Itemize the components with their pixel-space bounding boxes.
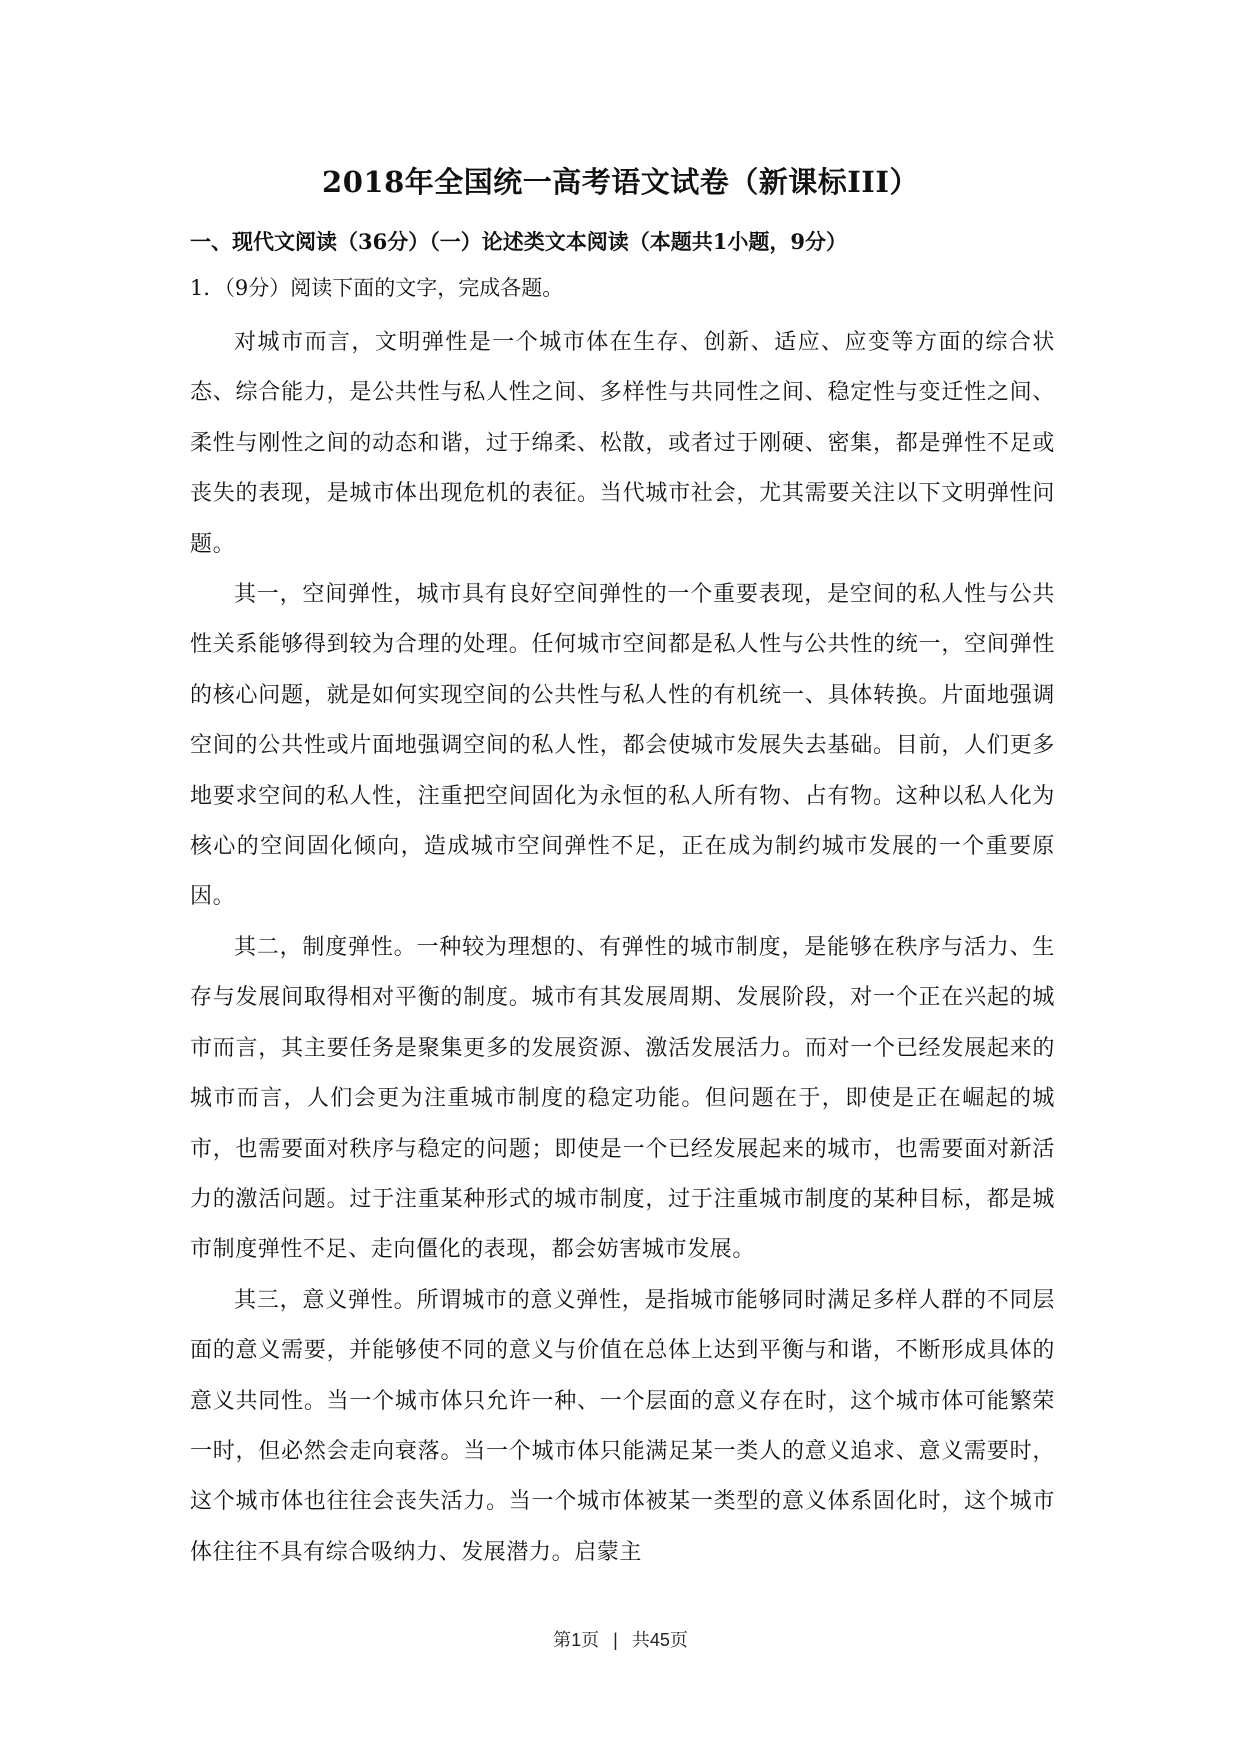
page-total: 共45页	[631, 1630, 688, 1650]
passage-paragraph: 其三，意义弹性。所谓城市的意义弹性，是指城市能够同时满足多样人群的不同层面的意义需要，并能够使不同的意义与价值在总体上达到平衡与和谐，不断形成具体的意义共同性。当一个城市体只允许一种、一个层面的意义存在时，这个城市体可能繁荣一时，但必然会走向衰落。当一个城市体只能满足某一类人的意义追求、意义需要时，这个城市体也往往会丧失活力。当一个城市体被某一类型的意义体系固化时，这个城市体往往不具有综合吸纳力、发展潜力。启蒙主	[190, 1287, 1055, 1565]
page-number: 第1页	[553, 1630, 600, 1650]
page-footer	[0, 1626, 1241, 1652]
passage-paragraph: 对城市而言，文明弹性是一个城市体在生存、创新、适应、应变等方面的综合状态、综合能力，是公共性与私人性之间、多样性与共同性之间、稳定性与变迁性之间、柔性与刚性之间的动态和谐，过于绵柔、松散，或者过于刚硬、密集，都是弹性不足或丧失的表现，是城市体出现危机的表征。当代城市社会，尤其需要关注以下文明弹性问题。	[190, 330, 1055, 557]
passage-paragraph: 其二，制度弹性。一种较为理想的、有弹性的城市制度，是能够在秩序与活力、生存与发展间取得相对平衡的制度。城市有其发展周期、发展阶段，对一个正在兴起的城市而言，其主要任务是聚集更多的发展资源、激活发展活力。而对一个已经发展起来的城市而言，人们会更为注重城市制度的稳定功能。但问题在于，即使是正在崛起的城市，也需要面对秩序与稳定的问题；即使是一个已经发展起来的城市，也需要面对新活力的激活问题。过于注重某种形式的城市制度，过于注重城市制度的某种目标，都是城市制度弹性不足、走向僵化的表现，都会妨害城市发展。	[190, 934, 1055, 1263]
section-heading: 一、现代文阅读（36分）（一）论述类文本阅读（本题共1小题，9分）	[190, 229, 847, 254]
passage-paragraph: 其一，空间弹性，城市具有良好空间弹性的一个重要表现，是空间的私人性与公共性关系能够得到较为合理的处理。任何城市空间都是私人性与公共性的统一，空间弹性的核心问题，就是如何实现空间的公共性与私人性的有机统一、具体转换。片面地强调空间的公共性或片面地强调空间的私人性，都会使城市发展失去基础。目前，人们更多地要求空间的私人性，注重把空间固化为永恒的私人所有物、占有物。这种以私人化为核心的空间固化倾向，造成城市空间弹性不足，正在成为制约城市发展的一个重要原因。	[190, 582, 1055, 910]
reading-passage	[190, 318, 1055, 1578]
document-title: 2018年全国统一高考语文试卷（新课标III）	[322, 165, 919, 199]
question-prompt: 1．（9分）阅读下面的文字，完成各题。	[190, 276, 564, 300]
footer-separator: |	[613, 1630, 618, 1650]
